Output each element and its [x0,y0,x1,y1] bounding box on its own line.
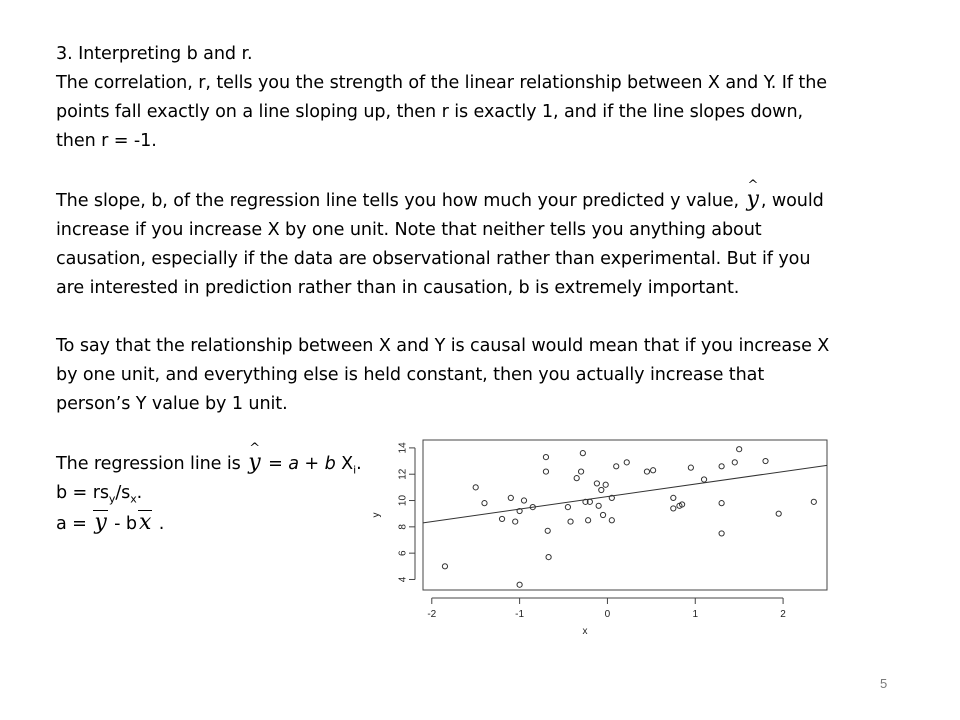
data-point [596,503,601,508]
data-point [482,501,487,506]
plot-frame [423,440,827,590]
data-point [473,485,478,490]
paragraph-gap [56,156,936,185]
causal-paragraph-line: by one unit, and everything else is held constant, then you actually increase that [56,365,765,385]
y-hat-symbol: ^ y [745,185,761,214]
data-point [719,464,724,469]
data-point [688,465,693,470]
data-point [546,555,551,560]
formula-subscript-x: x [130,492,137,506]
regression-line-group [423,465,827,523]
x-tick-label: -1 [515,609,525,620]
data-point [521,498,526,503]
data-point [776,511,781,516]
formula-text: /s [115,483,131,503]
y-tick-label: 8 [397,524,409,530]
x-tick-label: -2 [427,609,437,620]
data-point [565,505,570,510]
data-point [442,564,447,569]
data-point [517,582,522,587]
data-point [763,458,768,463]
formula-text: a = [56,514,93,534]
data-point [701,477,706,482]
formula-text: The regression line is [56,454,247,474]
data-point [543,455,548,460]
slope-paragraph-line: are interested in prediction rather than in causation, b is extremely important. [56,278,740,298]
y-tick-label: 14 [397,442,409,454]
slope-text: The slope, b, of the regression line tells you how much your predicted y value, [56,191,739,211]
data-point [644,469,649,474]
data-point [545,528,550,533]
formula-period: . [136,483,143,503]
data-point [513,519,518,524]
y-tick-label: 6 [397,550,409,556]
paragraph-gap [56,303,936,332]
x-axis-label: x [582,626,588,637]
data-point [600,512,605,517]
data-point [609,518,614,523]
correlation-paragraph-line: points fall exactly on a line sloping up, then r is exactly 1, and if the line slopes down, [56,102,804,122]
data-point [499,516,504,521]
data-point [719,531,724,536]
y-tick-label: 10 [397,494,409,507]
slope-paragraph-line: increase if you increase X by one unit. Note that neither tells you anything about [56,220,762,240]
data-point [586,518,591,523]
correlation-paragraph-line: The correlation, r, tells you the strength of the linear relationship between X and Y. If the [56,73,827,93]
formula-x: X [335,454,354,474]
data-point [594,481,599,486]
page-number: 5 [880,676,888,691]
formula-b: b [324,454,336,474]
y-hat-symbol: ^ y [246,448,262,477]
data-point [574,476,579,481]
formula-a: a [288,454,299,474]
data-point [578,469,583,474]
causal-paragraph-line: To say that the relationship between X and Y is causal would mean that if you increase X [56,336,830,356]
data-point [671,506,676,511]
data-point [580,451,585,456]
y-bar-symbol: y [94,510,107,535]
formula-plus: + [298,454,325,474]
y-axis-label: y [371,512,382,518]
data-point [671,495,676,500]
data-point [811,499,816,504]
causal-paragraph-line: person’s Y value by 1 unit. [56,394,288,414]
data-point [614,464,619,469]
data-point [624,460,629,465]
scatter-points [442,447,816,588]
y-tick-label: 4 [397,576,409,583]
formula-text: - b [114,514,137,534]
x-bar-symbol: x [138,510,152,535]
data-point [719,501,724,506]
scatter-plot [365,430,835,645]
data-point [651,468,656,473]
y-tick-label: 12 [397,468,409,480]
data-point [737,447,742,452]
formula-subscript-i: i [353,463,357,477]
correlation-paragraph-line: then r = -1. [56,131,157,151]
formula-period: . [356,454,362,474]
regression-line [423,465,827,523]
data-point [568,519,573,524]
x-tick-label: 0 [604,609,611,620]
formula-period: . [153,514,165,534]
data-point [599,487,604,492]
section-heading: 3. Interpreting b and r. [56,44,253,64]
data-point [543,469,548,474]
formula-equals: = [262,454,289,474]
x-tick-label: 2 [780,609,786,620]
slope-text-end: , would [760,191,824,211]
slope-paragraph-line: causation, especially if the data are observational rather than experimental. But if you [56,249,811,269]
formula-subscript-y: y [108,492,116,506]
data-point [508,495,513,500]
x-tick-label: 1 [692,609,699,620]
data-point [603,482,608,487]
slope-paragraph-line [56,185,936,216]
formula-text: b = rs [56,483,109,503]
data-point [732,460,737,465]
